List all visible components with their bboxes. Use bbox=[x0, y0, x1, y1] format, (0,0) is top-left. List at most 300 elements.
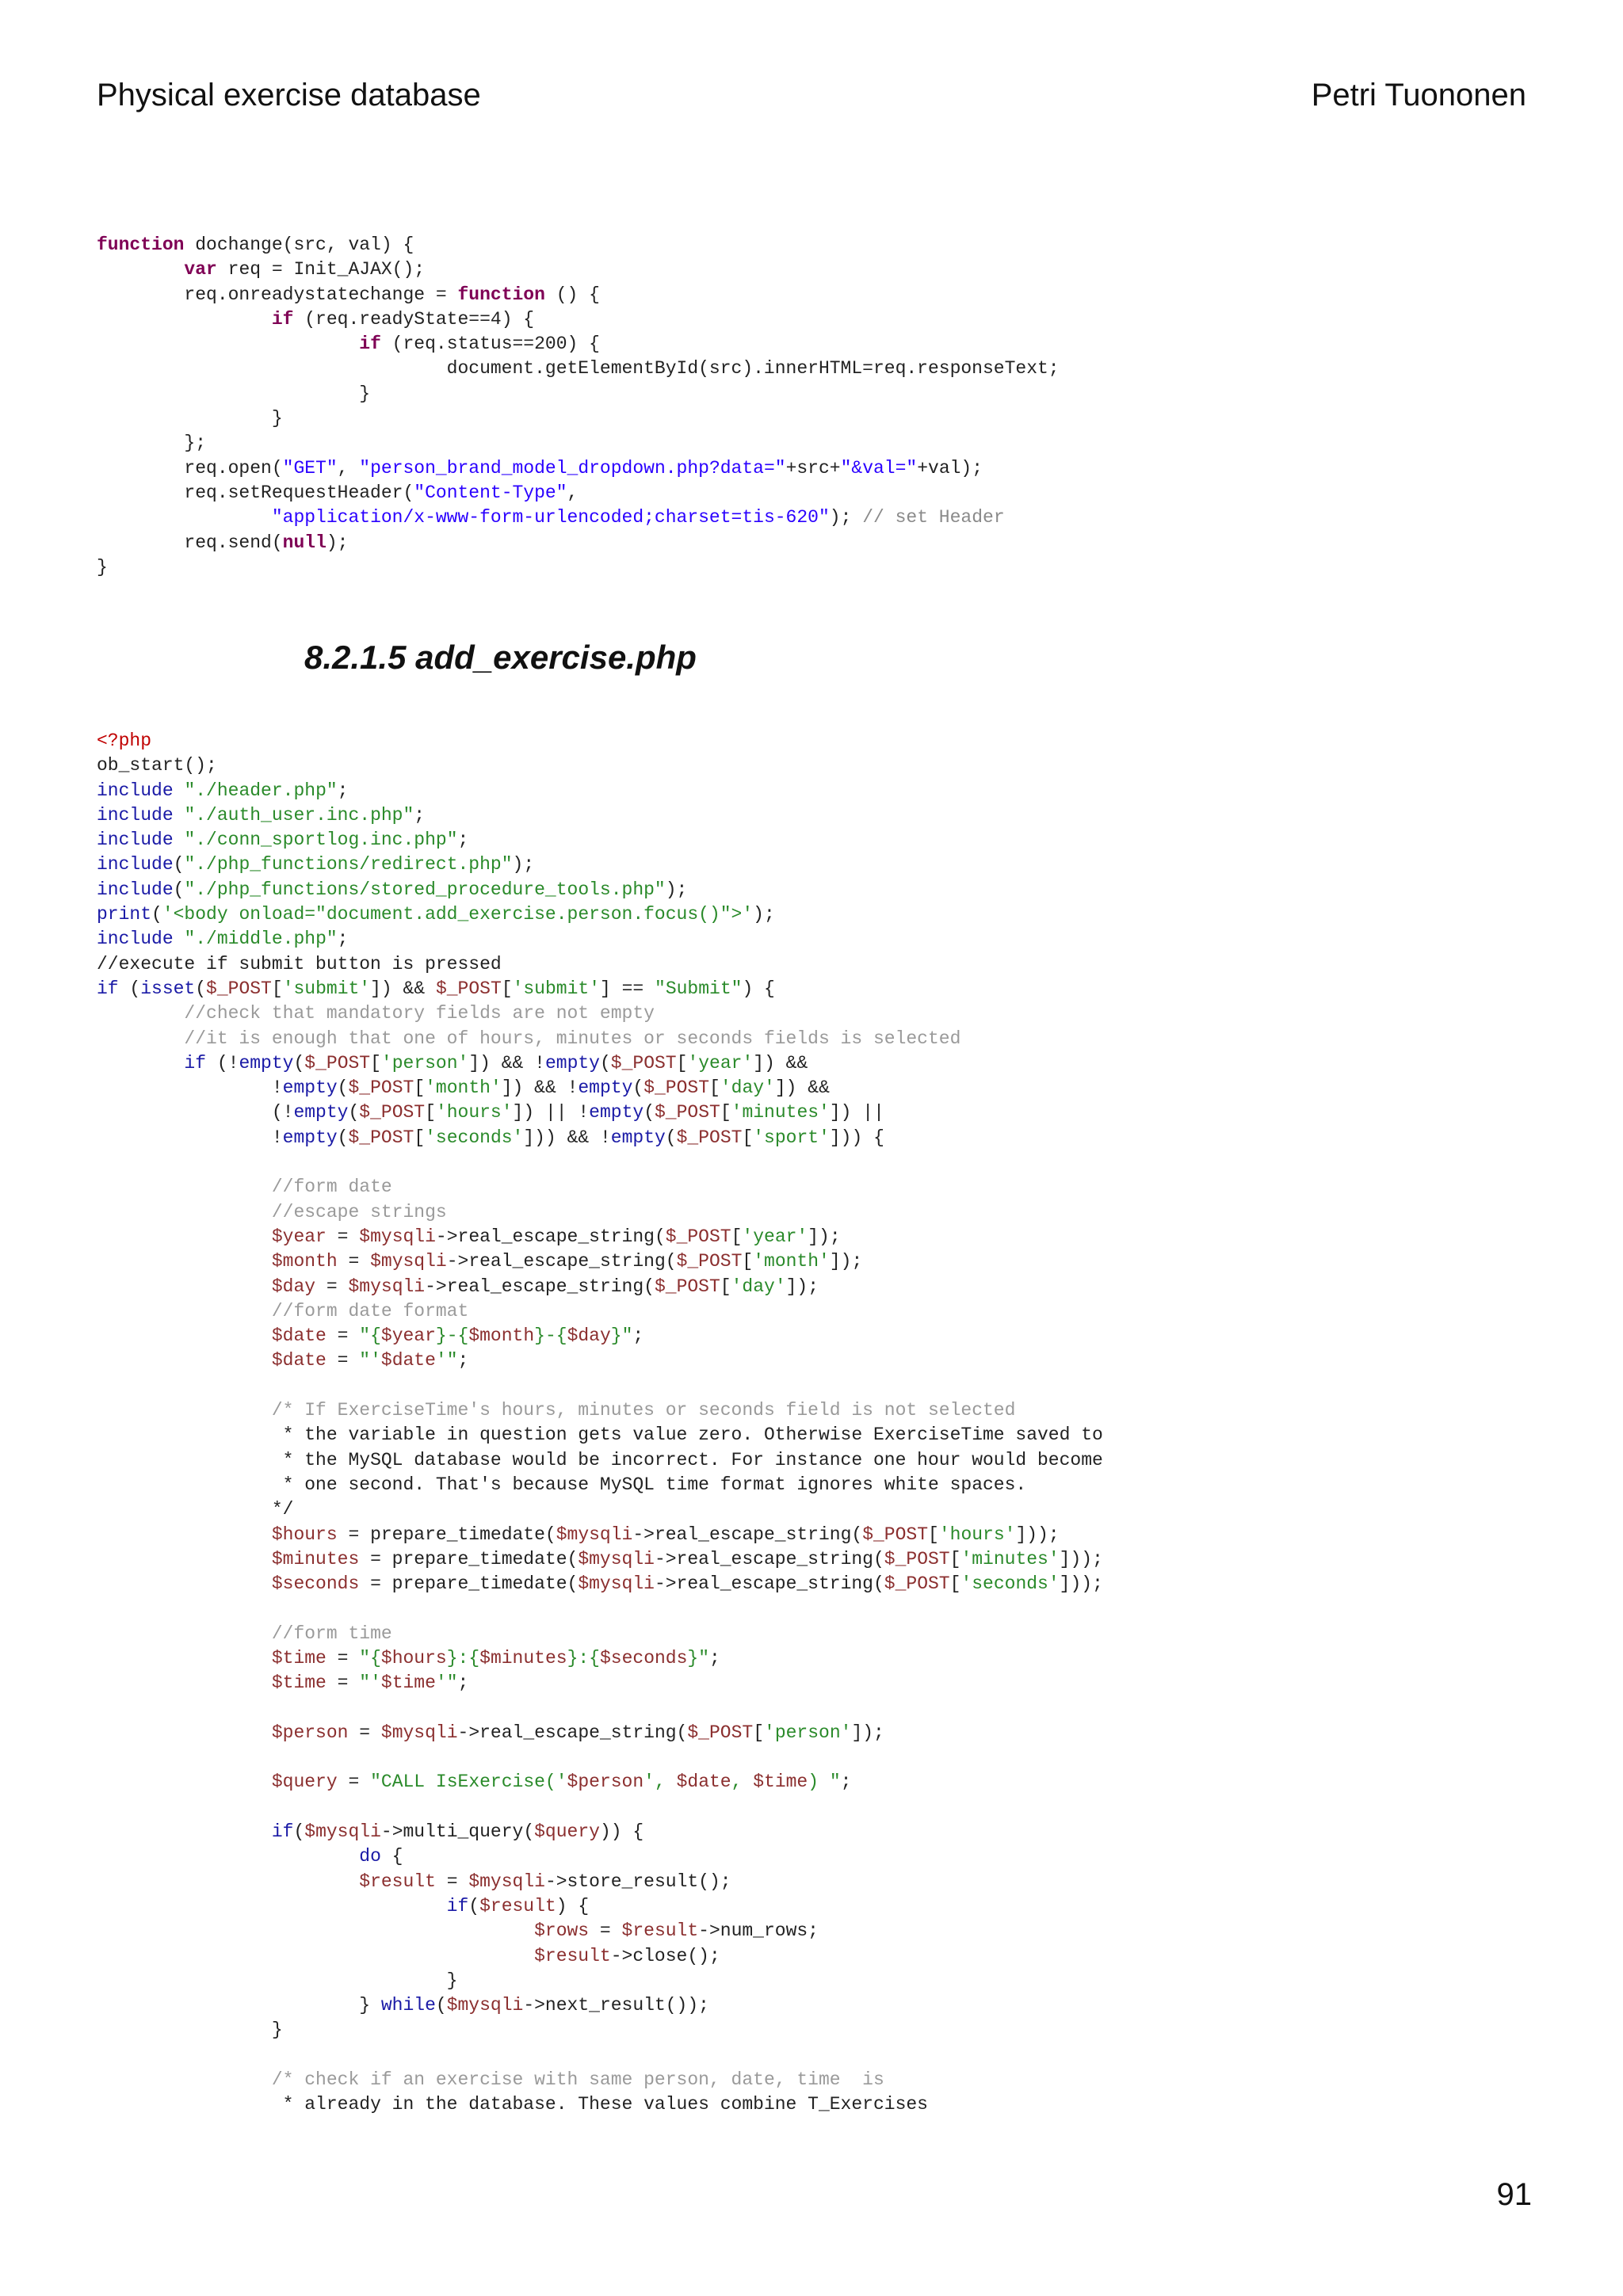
code-token: "{ bbox=[359, 1647, 381, 1669]
code-line bbox=[97, 1473, 1103, 1497]
code-token: ) " bbox=[808, 1772, 841, 1793]
code-token bbox=[97, 1772, 272, 1792]
code-line bbox=[97, 828, 1103, 852]
code-token: ->real_escape_string( bbox=[446, 1251, 677, 1272]
code-line bbox=[97, 878, 1103, 902]
code-line bbox=[97, 1572, 1103, 1596]
code-token: $_POST bbox=[643, 1077, 710, 1099]
code-token: $mysqli bbox=[446, 1995, 524, 2016]
code-token: ->real_escape_string( bbox=[654, 1573, 884, 1595]
code-token bbox=[97, 259, 184, 280]
code-line bbox=[97, 1348, 1103, 1373]
code-token: //it is enough that one of hours, minutes or seconds fields is selected bbox=[184, 1028, 961, 1049]
code-token: req.onreadystatechange = bbox=[97, 284, 458, 305]
code-token bbox=[97, 1648, 272, 1669]
code-token: req.setRequestHeader( bbox=[97, 482, 414, 503]
code-token: $result bbox=[479, 1895, 556, 1917]
code-token: = bbox=[337, 1772, 371, 1793]
code-token: req.send( bbox=[97, 532, 283, 553]
code-token: "application/x-www-form-urlencoded;charset=tis-620" bbox=[271, 507, 830, 528]
code-line bbox=[97, 2068, 1103, 2092]
code-token: 'day' bbox=[720, 1077, 775, 1099]
code-line bbox=[97, 382, 1060, 406]
code-token: [ bbox=[370, 1052, 381, 1074]
code-token: [ bbox=[501, 978, 513, 999]
code-line bbox=[97, 431, 1060, 456]
code-token bbox=[97, 1177, 272, 1197]
code-token: "./middle.php" bbox=[184, 929, 338, 950]
code-token: */ bbox=[97, 1499, 294, 1520]
code-line bbox=[97, 2092, 1103, 2117]
code-token: $month bbox=[468, 1325, 535, 1347]
code-line bbox=[97, 852, 1103, 877]
code-line bbox=[97, 1100, 1103, 1125]
code-token: $_POST bbox=[359, 1102, 426, 1123]
code-token: print bbox=[97, 904, 152, 925]
code-line bbox=[97, 1126, 1103, 1150]
code-token: 'minutes' bbox=[960, 1548, 1060, 1569]
code-token: [ bbox=[425, 1102, 436, 1123]
code-token: ); bbox=[326, 532, 349, 553]
code-token: } bbox=[97, 408, 283, 429]
code-token: '" bbox=[435, 1350, 458, 1371]
code-line bbox=[97, 779, 1103, 803]
code-token: //form date format bbox=[271, 1300, 469, 1322]
code-token: $_POST bbox=[655, 1102, 720, 1123]
code-token: ', bbox=[643, 1772, 677, 1793]
code-line bbox=[97, 1870, 1103, 1894]
code-line bbox=[97, 1622, 1103, 1646]
page-number: 91 bbox=[1496, 2177, 1532, 2212]
code-token: ( bbox=[293, 1052, 305, 1074]
code-token: include bbox=[97, 854, 174, 875]
code-token: $time bbox=[271, 1672, 327, 1694]
code-token: dochange(src, val) { bbox=[184, 235, 414, 255]
code-token: document.getElementById(src).innerHTML=req.responseText; bbox=[97, 358, 1060, 379]
code-token: ]) && bbox=[753, 1052, 808, 1074]
code-token: ( bbox=[632, 1077, 644, 1099]
code-token bbox=[97, 1524, 272, 1545]
code-token bbox=[97, 2069, 272, 2090]
code-token: req.open( bbox=[97, 457, 283, 479]
code-token: ( bbox=[173, 879, 185, 900]
code-token: 'person' bbox=[380, 1052, 469, 1074]
code-token bbox=[174, 780, 185, 801]
code-line bbox=[97, 1275, 1103, 1299]
code-token: [ bbox=[709, 1077, 720, 1099]
code-token: empty bbox=[544, 1052, 600, 1074]
code-line bbox=[97, 406, 1060, 431]
code-token: = bbox=[315, 1276, 349, 1297]
code-token: = bbox=[326, 1672, 360, 1694]
code-token: if bbox=[97, 978, 119, 999]
code-token: }:{ bbox=[567, 1647, 600, 1669]
code-token: ]) && bbox=[774, 1077, 830, 1099]
code-token: ->real_escape_string( bbox=[425, 1276, 655, 1297]
code-token: ]) && bbox=[370, 978, 436, 999]
code-token bbox=[97, 1325, 272, 1346]
code-token: include bbox=[97, 929, 174, 950]
code-token: $_POST bbox=[654, 1276, 720, 1297]
code-token: /* check if an exercise with same person, date, time is bbox=[271, 2069, 884, 2091]
code-token: "' bbox=[359, 1672, 381, 1694]
code-token: $mysqli bbox=[380, 1722, 458, 1743]
code-token bbox=[174, 929, 185, 949]
code-token: ; bbox=[414, 804, 426, 826]
code-token: 'year' bbox=[687, 1052, 754, 1074]
code-token: ; bbox=[709, 1647, 720, 1669]
code-token: "GET" bbox=[282, 457, 338, 479]
code-token: "{ bbox=[359, 1325, 381, 1347]
code-token: ])) && ! bbox=[523, 1127, 611, 1148]
code-token: [ bbox=[414, 1077, 426, 1099]
code-token bbox=[97, 1722, 272, 1743]
code-token: ); bbox=[665, 879, 688, 900]
code-token: 'person' bbox=[764, 1722, 852, 1743]
code-token: $_POST bbox=[304, 1052, 371, 1074]
code-token: 'submit' bbox=[282, 978, 371, 999]
code-token: )) { bbox=[599, 1821, 644, 1843]
code-token: $mysqli bbox=[304, 1821, 381, 1843]
code-line bbox=[97, 1175, 1103, 1199]
code-token: 'seconds' bbox=[425, 1127, 524, 1148]
code-token: ->num_rows; bbox=[698, 1920, 819, 1942]
code-token: $minutes bbox=[271, 1548, 360, 1569]
code-token: $mysqli bbox=[578, 1573, 655, 1595]
code-token bbox=[97, 1672, 272, 1693]
code-line bbox=[97, 1547, 1103, 1572]
code-line bbox=[97, 1324, 1103, 1348]
code-token: if bbox=[271, 308, 294, 330]
code-token bbox=[174, 805, 185, 826]
code-token: "CALL IsExercise(' bbox=[370, 1772, 567, 1793]
code-token: = bbox=[326, 1325, 360, 1347]
code-line bbox=[97, 1027, 1103, 1051]
code-token: $mysqli bbox=[468, 1871, 545, 1892]
code-line bbox=[97, 1374, 1103, 1398]
code-token: $year bbox=[380, 1325, 436, 1347]
code-token: ; bbox=[840, 1772, 852, 1793]
code-token: ( bbox=[337, 1077, 349, 1099]
code-token: $mysqli bbox=[578, 1548, 655, 1569]
code-line bbox=[97, 1745, 1103, 1770]
code-token: , bbox=[337, 457, 360, 479]
code-token: $query bbox=[534, 1821, 600, 1843]
code-line bbox=[97, 1820, 1103, 1844]
code-block-javascript bbox=[97, 233, 1060, 580]
code-line bbox=[97, 2043, 1103, 2068]
code-token: ( bbox=[293, 1821, 305, 1843]
code-token: ]); bbox=[785, 1276, 819, 1297]
code-line bbox=[97, 803, 1103, 828]
code-token: 'month' bbox=[425, 1077, 502, 1099]
code-token: $_POST bbox=[348, 1077, 414, 1099]
code-token: $hours bbox=[271, 1524, 338, 1545]
code-token: }" bbox=[687, 1647, 710, 1669]
code-token: //escape strings bbox=[271, 1201, 447, 1222]
code-token: }" bbox=[610, 1325, 633, 1347]
code-token bbox=[97, 1846, 359, 1867]
code-token: * the MySQL database would be incorrect. For instance one hour would become bbox=[97, 1449, 1103, 1470]
code-line bbox=[97, 1844, 1103, 1869]
code-line bbox=[97, 481, 1060, 505]
code-token: ); bbox=[512, 854, 535, 875]
code-token: ( bbox=[348, 1102, 360, 1123]
code-token: $date bbox=[271, 1350, 327, 1371]
code-token bbox=[97, 1400, 272, 1421]
code-token: ( bbox=[151, 904, 162, 925]
code-line bbox=[97, 555, 1060, 580]
code-token bbox=[97, 1028, 184, 1049]
code-token: "./header.php" bbox=[184, 780, 338, 801]
code-token: //form time bbox=[271, 1623, 392, 1644]
code-line bbox=[97, 1225, 1103, 1249]
code-token: ) { bbox=[742, 978, 775, 999]
code-line bbox=[97, 1894, 1103, 1919]
code-token: if bbox=[184, 1052, 207, 1074]
code-token: } bbox=[97, 1995, 381, 2016]
code-line bbox=[97, 1051, 1103, 1076]
code-token: ! bbox=[97, 1127, 283, 1148]
code-token: $_POST bbox=[435, 978, 502, 999]
code-token: $_POST bbox=[884, 1548, 950, 1569]
code-token: }-{ bbox=[534, 1325, 567, 1347]
code-token: empty bbox=[293, 1102, 349, 1123]
code-token: $mysqli bbox=[370, 1251, 447, 1272]
code-token: empty bbox=[589, 1102, 644, 1123]
code-line bbox=[97, 1299, 1103, 1324]
code-token: ( bbox=[665, 1127, 677, 1148]
code-token: $year bbox=[271, 1226, 327, 1247]
code-token: ]); bbox=[808, 1226, 841, 1247]
code-token: empty bbox=[239, 1052, 294, 1074]
code-token: var bbox=[184, 259, 217, 280]
code-token: while bbox=[380, 1995, 436, 2016]
code-token: "Submit" bbox=[655, 978, 743, 999]
code-token: ; bbox=[457, 1350, 469, 1371]
code-token: <?php bbox=[97, 730, 152, 751]
code-line bbox=[97, 1944, 1103, 1969]
code-token: "./php_functions/redirect.php" bbox=[184, 854, 513, 875]
code-line bbox=[97, 1671, 1103, 1695]
section-title: 8.2.1.5 add_exercise.php bbox=[304, 639, 697, 676]
code-token: empty bbox=[282, 1077, 338, 1099]
code-token: // set Header bbox=[862, 507, 1005, 528]
code-token: ; bbox=[337, 780, 349, 801]
code-line bbox=[97, 977, 1103, 1001]
code-token: [ bbox=[742, 1251, 754, 1272]
code-token bbox=[97, 1003, 184, 1024]
code-token: $date bbox=[380, 1350, 436, 1371]
code-token bbox=[97, 334, 359, 354]
code-token: ( bbox=[118, 978, 141, 999]
code-token: ->multi_query( bbox=[380, 1821, 535, 1843]
code-line bbox=[97, 233, 1060, 257]
code-line bbox=[97, 729, 1103, 753]
code-token: $date bbox=[271, 1325, 327, 1347]
code-token: = prepare_timedate( bbox=[337, 1524, 556, 1545]
code-token: empty bbox=[610, 1127, 666, 1148]
code-token: $_POST bbox=[206, 978, 272, 999]
code-token: ])); bbox=[1015, 1524, 1060, 1545]
code-line bbox=[97, 307, 1060, 332]
code-line bbox=[97, 1150, 1103, 1175]
code-token: $rows bbox=[534, 1920, 590, 1942]
code-token: $person bbox=[567, 1772, 644, 1793]
code-line bbox=[97, 1249, 1103, 1274]
code-token: [ bbox=[271, 978, 283, 999]
code-line bbox=[97, 1523, 1103, 1547]
code-token: (req.readyState==4) { bbox=[293, 308, 535, 330]
code-token: "Content-Type" bbox=[414, 482, 567, 503]
code-token: include bbox=[97, 780, 174, 801]
code-token: ( bbox=[599, 1052, 611, 1074]
code-token: '" bbox=[435, 1672, 458, 1694]
code-line bbox=[97, 1969, 1103, 1993]
code-token bbox=[97, 1549, 272, 1569]
code-line bbox=[97, 1398, 1103, 1423]
code-token: [ bbox=[949, 1573, 961, 1595]
code-token: ]) && ! bbox=[501, 1077, 579, 1099]
code-token: ]); bbox=[829, 1251, 863, 1272]
code-token: ] == bbox=[600, 978, 655, 999]
code-line bbox=[97, 1200, 1103, 1225]
code-token: isset bbox=[140, 978, 196, 999]
code-token: $time bbox=[271, 1647, 327, 1669]
code-token: [ bbox=[720, 1102, 731, 1123]
code-token: 'hours' bbox=[938, 1524, 1016, 1545]
code-token bbox=[97, 507, 272, 528]
code-token: ; bbox=[457, 1672, 469, 1694]
code-token: ); bbox=[753, 904, 775, 925]
code-token: $_POST bbox=[665, 1226, 731, 1247]
code-token: if bbox=[359, 334, 381, 355]
code-token: [ bbox=[731, 1226, 743, 1247]
code-line bbox=[97, 952, 1103, 977]
code-token: if bbox=[271, 1821, 294, 1843]
code-token: () { bbox=[544, 284, 600, 305]
code-token: = bbox=[326, 1226, 360, 1247]
code-token: $time bbox=[380, 1672, 436, 1694]
code-token: ( bbox=[435, 1995, 447, 2016]
code-line bbox=[97, 1448, 1103, 1473]
code-token: [ bbox=[676, 1052, 688, 1074]
code-token: function bbox=[97, 235, 185, 255]
code-line bbox=[97, 257, 1060, 282]
code-token: }-{ bbox=[435, 1325, 469, 1347]
code-line bbox=[97, 1596, 1103, 1621]
code-token: = prepare_timedate( bbox=[359, 1573, 579, 1595]
code-token: include bbox=[97, 879, 174, 900]
code-token: [ bbox=[414, 1127, 426, 1148]
code-token: } bbox=[97, 556, 108, 578]
code-line bbox=[97, 505, 1060, 530]
code-token: 'year' bbox=[742, 1226, 808, 1247]
code-token: ; bbox=[337, 929, 349, 950]
code-token: }:{ bbox=[446, 1647, 480, 1669]
code-token: (req.status==200) { bbox=[380, 334, 600, 355]
code-token: $time bbox=[753, 1772, 808, 1793]
code-token bbox=[97, 1896, 447, 1917]
code-token: = prepare_timedate( bbox=[359, 1548, 579, 1569]
code-line bbox=[97, 1721, 1103, 1745]
code-token bbox=[97, 1276, 272, 1297]
code-token: [ bbox=[753, 1722, 765, 1743]
code-token bbox=[97, 1871, 359, 1892]
code-token bbox=[97, 1251, 272, 1272]
code-token: * one second. That's because MySQL time format ignores white spaces. bbox=[97, 1474, 1027, 1495]
code-line bbox=[97, 283, 1060, 307]
code-line bbox=[97, 927, 1103, 952]
code-token: [ bbox=[720, 1276, 731, 1297]
code-token: $mysqli bbox=[348, 1276, 426, 1297]
code-token: * the variable in question gets value zero. Otherwise ExerciseTime saved to bbox=[97, 1425, 1103, 1446]
code-token: ; bbox=[632, 1325, 644, 1347]
code-token: , bbox=[567, 482, 579, 503]
code-token: * already in the database. These values combine T_Exercises bbox=[97, 2094, 928, 2115]
code-line bbox=[97, 1696, 1103, 1721]
code-token: 'hours' bbox=[435, 1102, 513, 1123]
code-token: ])); bbox=[1059, 1573, 1103, 1595]
code-token: ]); bbox=[851, 1722, 884, 1743]
code-token: do bbox=[359, 1846, 381, 1867]
code-token: //check that mandatory fields are not empty bbox=[184, 1003, 655, 1024]
code-line bbox=[97, 1423, 1103, 1447]
code-token: ->close(); bbox=[610, 1945, 720, 1966]
code-token: "./conn_sportlog.inc.php" bbox=[184, 830, 458, 851]
code-token: ->real_escape_string( bbox=[457, 1722, 688, 1743]
code-token: $_POST bbox=[884, 1573, 950, 1595]
code-token: $query bbox=[271, 1772, 338, 1793]
code-token: null bbox=[282, 532, 327, 553]
code-token: $result bbox=[534, 1945, 611, 1966]
code-token: ob_start(); bbox=[97, 755, 217, 776]
code-line bbox=[97, 902, 1103, 927]
code-token: $result bbox=[621, 1920, 699, 1942]
code-line bbox=[97, 2018, 1103, 2042]
code-token bbox=[97, 1301, 272, 1322]
code-token: 'sport' bbox=[753, 1127, 830, 1148]
code-token: ->next_result()); bbox=[523, 1995, 709, 2016]
code-token: ( bbox=[643, 1102, 655, 1123]
code-token: empty bbox=[282, 1127, 338, 1148]
code-token bbox=[97, 1920, 534, 1941]
code-token: } bbox=[97, 2019, 283, 2041]
code-token: 'day' bbox=[731, 1276, 786, 1297]
code-token: "person_brand_model_dropdown.php?data=" bbox=[359, 457, 786, 479]
code-token: "' bbox=[359, 1350, 381, 1371]
code-token: +val); bbox=[917, 457, 983, 479]
code-token: ->real_escape_string( bbox=[435, 1226, 666, 1247]
code-token: [ bbox=[928, 1524, 939, 1545]
code-token: (! bbox=[206, 1052, 239, 1074]
code-token: ( bbox=[468, 1895, 480, 1917]
code-token: ( bbox=[173, 854, 185, 875]
code-token: ; bbox=[457, 830, 469, 851]
code-token bbox=[97, 1821, 272, 1842]
code-token bbox=[97, 1350, 272, 1371]
code-token: req = Init_AJAX(); bbox=[216, 259, 426, 280]
code-line bbox=[97, 1919, 1103, 1943]
code-token: $_POST bbox=[687, 1722, 754, 1743]
code-token: ->real_escape_string( bbox=[632, 1524, 863, 1545]
code-token: 'month' bbox=[753, 1251, 830, 1272]
code-token: "./auth_user.inc.php" bbox=[184, 804, 414, 826]
code-line bbox=[97, 456, 1060, 481]
code-line bbox=[97, 1770, 1103, 1794]
code-token: $hours bbox=[380, 1647, 447, 1669]
code-token: ( bbox=[195, 978, 207, 999]
